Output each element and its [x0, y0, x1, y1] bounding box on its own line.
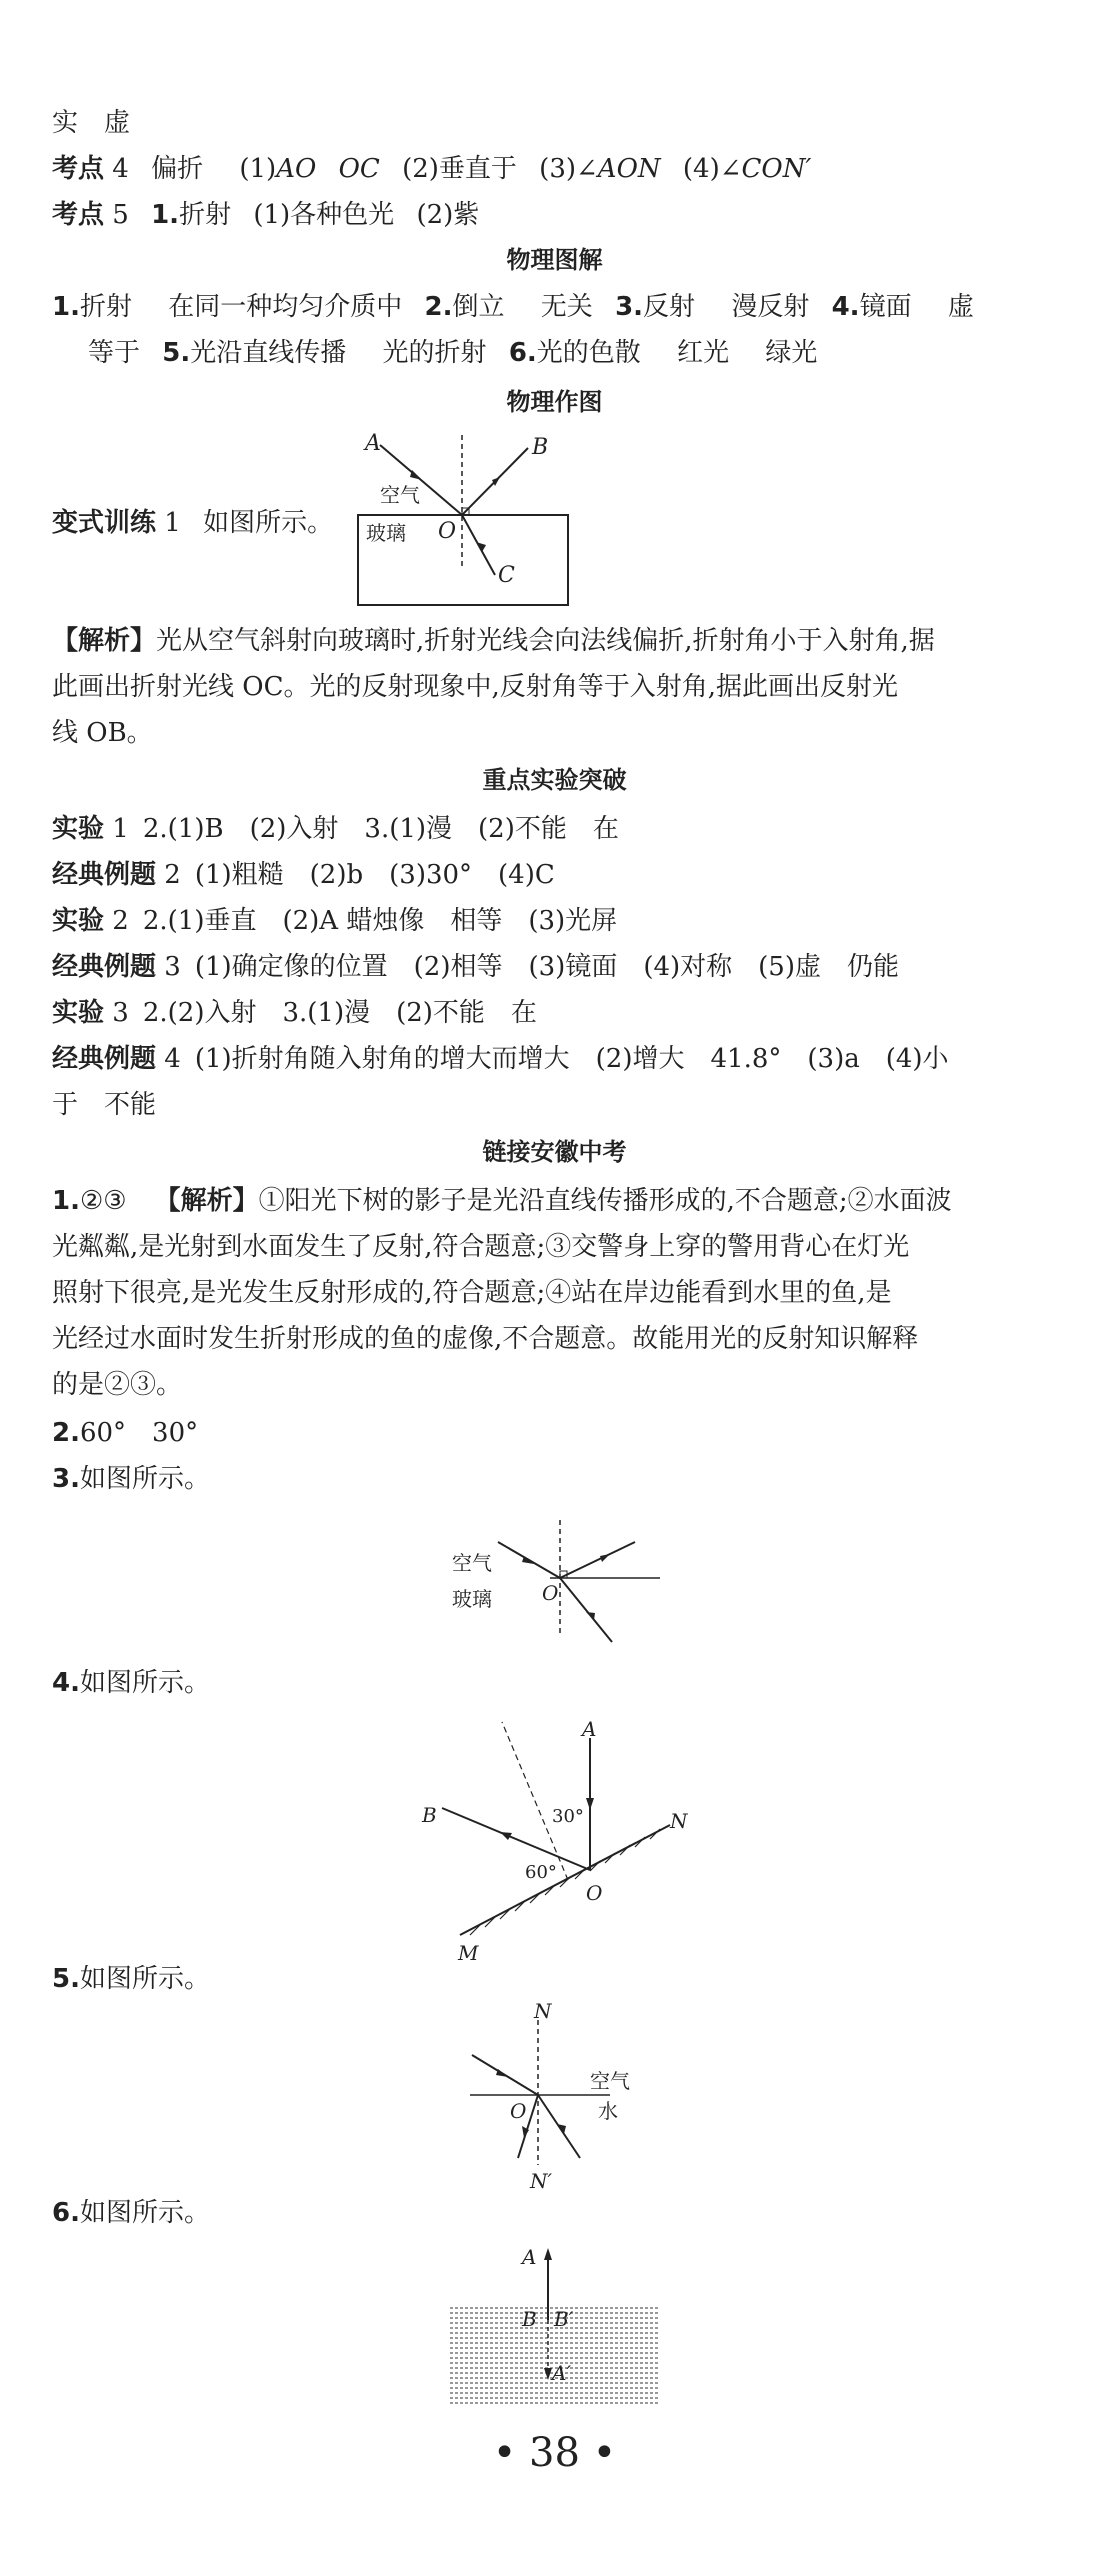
answer-line — [52, 618, 1069, 664]
answer-line — [52, 1316, 1069, 1362]
answer-line — [52, 100, 1069, 146]
answer-text: 红光 — [677, 338, 730, 368]
item-number: 4 — [112, 154, 129, 184]
analysis-tag: 【解析】 — [52, 626, 157, 656]
label-b: B — [522, 2307, 537, 2331]
item-number: 5 — [112, 200, 129, 230]
item-number: 1 — [112, 814, 129, 844]
label-b: B — [532, 435, 549, 460]
label-air: 空气 — [452, 1551, 492, 1575]
label-n-prime: N′ — [530, 2169, 553, 2193]
answer-text: 2.(1)B (2)入射 3.(1)漫 (2)不能 在 — [142, 814, 619, 844]
answer-line — [52, 806, 1069, 852]
refraction-diagram-5 — [460, 1999, 680, 2193]
answer-line — [52, 2190, 1069, 2236]
label-n: N — [670, 1809, 688, 1833]
item-number: 3 — [112, 998, 129, 1028]
answer-text: (4)∠ — [682, 154, 742, 184]
answer-text: AON — [597, 154, 661, 184]
answer-text: (1)各种色光 — [253, 200, 395, 230]
section-tag: 考点 — [52, 200, 105, 230]
answer-line — [52, 944, 1069, 990]
label-air: 空气 — [590, 2069, 630, 2093]
label-glass: 玻璃 — [366, 521, 406, 545]
section-tag: 实验 — [52, 814, 105, 844]
label-a-prime: A′ — [552, 2361, 571, 2385]
item-number: 2 — [164, 860, 181, 890]
item-number: 4. — [831, 292, 860, 322]
answer-text: 折射 — [79, 292, 132, 322]
answer-text: 在同一种均匀介质中 — [168, 292, 403, 322]
answer-text: ②③ — [79, 1186, 127, 1216]
answer-text: 如图所示。 — [79, 1668, 210, 1698]
answer-text: ①阳光下树的影子是光沿直线传播形成的,不合题意;②水面波 — [258, 1186, 952, 1216]
answer-text: 2.(2)入射 3.(1)漫 (2)不能 在 — [142, 998, 537, 1028]
answer-text: (3)∠ — [539, 154, 598, 184]
answer-text: 光的折射 — [382, 338, 487, 368]
item-number: 1. — [52, 292, 80, 322]
answer-text: 虚 — [947, 292, 974, 322]
answer-text: 无关 — [540, 292, 593, 322]
section-tag: 变式训练 — [52, 508, 157, 538]
answer-line — [52, 1036, 1069, 1082]
answer-text: (1)粗糙 (2)b (3)30° (4)C — [194, 860, 555, 890]
answer-line — [52, 852, 1069, 898]
answer-text: 于 不能 — [52, 1090, 157, 1120]
reflection-diagram-4 — [420, 1710, 688, 1965]
label-a: A — [522, 2245, 537, 2269]
answer-text: (1) — [239, 154, 277, 184]
answer-line — [52, 1456, 1069, 1502]
label-water: 水 — [598, 2099, 618, 2123]
refraction-diagram-3 — [450, 1520, 670, 1650]
answer-text: 光沿直线传播 — [190, 338, 347, 368]
item-number: 5. — [162, 338, 191, 368]
item-number: 2. — [52, 1418, 80, 1448]
answer-text: OC — [338, 154, 380, 184]
answer-line — [52, 1660, 1069, 1706]
answer-text: 折射 — [179, 200, 232, 230]
answer-text: (2)紫 — [416, 200, 480, 230]
section-tag: 经典例题 — [52, 952, 157, 982]
answer-text: 如图所示。 — [79, 2198, 210, 2228]
item-number: 4. — [52, 1668, 80, 1698]
answer-text: 线 OB。 — [52, 718, 153, 748]
answer-line — [52, 898, 1069, 944]
label-glass: 玻璃 — [452, 1587, 492, 1611]
answer-text: 2.(1)垂直 (2)A 蜡烛像 相等 (3)光屏 — [142, 906, 618, 936]
section-tag: 经典例题 — [52, 860, 157, 890]
item-number: 1. — [151, 200, 180, 230]
answer-line — [52, 192, 1069, 238]
answer-line — [52, 1362, 1069, 1408]
answer-text: 光的色散 — [536, 338, 641, 368]
item-number: 6. — [508, 338, 537, 368]
answer-text: 偏折 — [151, 154, 204, 184]
answer-text: (1)折射角随入射角的增大而增大 (2)增大 41.8° (3)a (4)小 — [194, 1044, 949, 1074]
answer-text: 反射 — [643, 292, 696, 322]
answer-line — [52, 1410, 1069, 1456]
item-number: 4 — [164, 1044, 181, 1074]
label-angle-60: 60° — [525, 1862, 557, 1883]
label-o: O — [510, 2099, 527, 2123]
analysis-tag: 【解析】 — [154, 1186, 259, 1216]
label-air: 空气 — [380, 483, 420, 507]
answer-line — [52, 1270, 1069, 1316]
answer-text: 光粼粼,是光射到水面发生了反射,符合题意;③交警身上穿的警用背心在灯光 — [52, 1232, 910, 1262]
answer-text: 照射下很亮,是光发生反射形成的,符合题意;④站在岸边能看到水里的鱼,是 — [52, 1278, 892, 1308]
answer-text: 光从空气斜射向玻璃时,折射光线会向法线偏折,折射角小于入射角,据 — [156, 626, 935, 656]
answer-text: (2)垂直于 — [402, 154, 517, 184]
answer-text: 光经过水面时发生折射形成的鱼的虚像,不合题意。故能用光的反射知识解释 — [52, 1324, 919, 1354]
answer-text: 镜面 — [859, 292, 912, 322]
label-o: O — [586, 1881, 603, 1905]
page-number: • 38 • — [492, 2430, 617, 2476]
item-number: 2 — [112, 906, 129, 936]
answer-text: 实 虚 — [52, 108, 131, 138]
label-o: O — [542, 1581, 559, 1605]
answer-line — [52, 1178, 1069, 1224]
answer-line — [52, 284, 1069, 330]
answer-text: 绿光 — [765, 338, 818, 368]
answer-text: (1)确定像的位置 (2)相等 (3)镜面 (4)对称 (5)虚 仍能 — [194, 952, 899, 982]
item-number: 3. — [52, 1464, 80, 1494]
label-n: N — [534, 1999, 552, 2023]
section-tag: 实验 — [52, 906, 105, 936]
answer-text: CON′ — [741, 154, 812, 184]
section-tag: 经典例题 — [52, 1044, 157, 1074]
refraction-diagram-1 — [350, 420, 570, 610]
answer-text: 此画出折射光线 OC。光的反射现象中,反射角等于入射角,据此画出反射光 — [52, 672, 899, 702]
answer-text: 如图所示。 — [79, 1964, 210, 1994]
answer-line — [52, 146, 1069, 192]
answer-text: 漫反射 — [731, 292, 810, 322]
answer-text: 的是②③。 — [52, 1370, 183, 1400]
item-number: 5. — [52, 1964, 80, 1994]
label-m: M — [458, 1941, 479, 1965]
answer-text: 倒立 — [452, 292, 505, 322]
answer-text: AO — [276, 154, 317, 184]
item-number: 1. — [52, 1186, 80, 1216]
answer-line — [52, 1082, 1069, 1128]
item-number: 6. — [52, 2198, 80, 2228]
answer-line — [52, 710, 1069, 756]
section-heading: 重点实验突破 — [482, 766, 627, 794]
answer-line — [52, 990, 1069, 1036]
label-c: C — [498, 563, 515, 588]
answer-line — [52, 664, 1069, 710]
answer-text: 如图所示。 — [79, 1464, 210, 1494]
answer-line — [52, 1956, 1069, 2002]
answer-text: 等于 — [88, 338, 141, 368]
label-a: A — [582, 1717, 597, 1741]
section-tag: 考点 — [52, 154, 105, 184]
answer-line — [52, 1224, 1069, 1270]
answer-line — [88, 330, 1069, 376]
section-heading: 物理图解 — [506, 246, 603, 274]
label-b: B — [422, 1803, 437, 1827]
refraction-diagram-6 — [440, 2240, 670, 2410]
label-o: O — [438, 519, 457, 544]
item-number: 1 — [164, 508, 181, 538]
label-angle-30: 30° — [552, 1806, 584, 1827]
item-number: 3 — [164, 952, 181, 982]
item-number: 3. — [615, 292, 644, 322]
item-number: 2. — [424, 292, 453, 322]
label-b-prime: B′ — [554, 2307, 574, 2331]
answer-text: 如图所示。 — [203, 508, 334, 538]
label-a: A — [365, 431, 381, 456]
section-heading: 链接安徽中考 — [482, 1138, 627, 1166]
answer-text: 60° 30° — [79, 1418, 199, 1448]
section-heading: 物理作图 — [506, 388, 603, 416]
section-tag: 实验 — [52, 998, 105, 1028]
